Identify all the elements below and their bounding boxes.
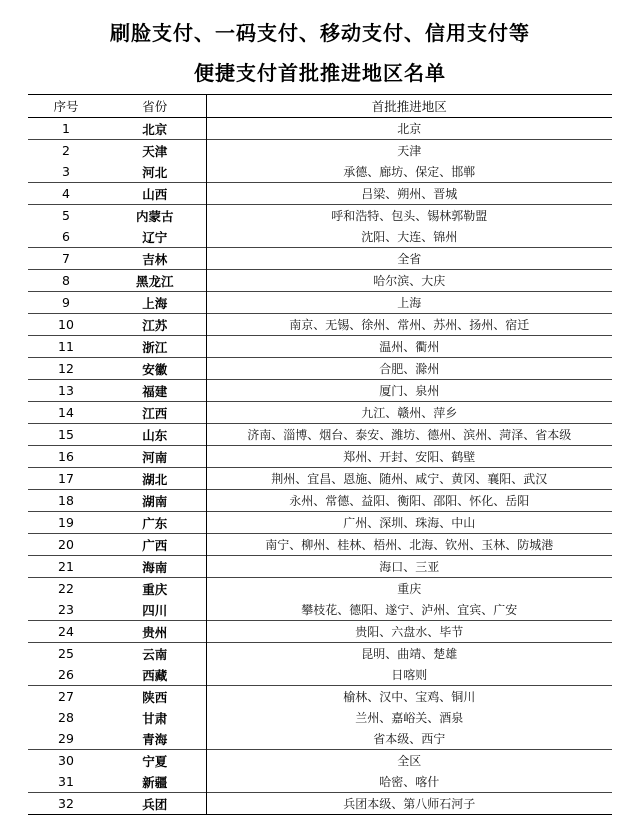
cell-number: 29 xyxy=(58,731,74,746)
cell-number: 24 xyxy=(28,621,104,643)
cell-regions: 南宁、柳州、桂林、梧州、北海、钦州、玉林、防城港 xyxy=(206,534,612,556)
table-row xyxy=(28,490,612,512)
cell-number: 10 xyxy=(28,314,104,336)
cell-number: 5 xyxy=(28,205,104,227)
cell-number: 18 xyxy=(28,490,104,512)
cell-number: 15 xyxy=(28,424,104,446)
cell-province: 西藏 xyxy=(142,667,168,683)
cell-province: 青海 xyxy=(142,731,168,747)
cell-province: 重庆 xyxy=(104,578,206,600)
document-title: 刷脸支付、一码支付、移动支付、信用支付等 xyxy=(110,21,530,45)
cell-number: 11 xyxy=(28,336,104,358)
cell-number: 1 xyxy=(62,121,70,136)
cell-number: 3 xyxy=(62,164,70,179)
table-row xyxy=(28,686,612,708)
cell-regions: 昆明、曲靖、楚雄 xyxy=(206,643,612,665)
table-row xyxy=(28,707,612,728)
cell-number: 2 xyxy=(28,140,104,162)
table-row xyxy=(28,446,612,468)
cell-province: 江苏 xyxy=(104,314,206,336)
cell-regions: 荆州、宜昌、恩施、随州、咸宁、黄冈、襄阳、武汉 xyxy=(206,468,612,490)
cell-regions: 天津 xyxy=(206,140,612,162)
header-no: 序号 xyxy=(28,95,104,118)
table-row xyxy=(28,205,612,227)
cell-province: 上海 xyxy=(104,292,206,314)
cell-number: 17 xyxy=(28,468,104,490)
cell-province: 辽宁 xyxy=(142,229,168,245)
cell-regions: 沈阳、大连、锦州 xyxy=(206,226,612,248)
cell-province: 甘肃 xyxy=(142,710,168,726)
table-row xyxy=(28,248,612,270)
table-row xyxy=(28,468,612,490)
cell-regions: 全省 xyxy=(206,248,612,270)
cell-number: 28 xyxy=(58,710,74,725)
cell-province: 黑龙江 xyxy=(104,270,206,292)
cell-province: 福建 xyxy=(104,380,206,402)
cell-province: 云南 xyxy=(104,643,206,665)
header-regions: 首批推进地区 xyxy=(206,95,612,118)
cell-regions: 温州、衢州 xyxy=(206,336,612,358)
cell-number: 32 xyxy=(28,793,104,815)
cell-regions: 郑州、开封、安阳、鹤壁 xyxy=(206,446,612,468)
cell-regions: 北京 xyxy=(206,118,612,140)
cell-province: 四川 xyxy=(142,602,168,618)
cell-regions: 哈密、喀什 xyxy=(206,771,612,793)
cell-province: 陕西 xyxy=(104,686,206,708)
cell-number: 22 xyxy=(28,578,104,600)
cell-province: 北京 xyxy=(142,121,168,137)
cell-number: 23 xyxy=(58,602,74,617)
cell-province: 浙江 xyxy=(104,336,206,358)
cell-regions: 全区 xyxy=(206,750,612,772)
table-row xyxy=(28,643,612,665)
cell-number: 16 xyxy=(28,446,104,468)
table-body xyxy=(28,118,612,815)
regions-table xyxy=(28,94,612,815)
table-row xyxy=(28,750,612,772)
cell-number: 13 xyxy=(28,380,104,402)
table-row xyxy=(28,556,612,578)
table-header-row xyxy=(28,95,612,118)
cell-number: 19 xyxy=(28,512,104,534)
cell-regions: 承德、廊坊、保定、邯郸 xyxy=(206,161,612,183)
cell-regions: 日喀则 xyxy=(206,664,612,686)
cell-province: 广东 xyxy=(104,512,206,534)
table-row xyxy=(28,161,612,183)
cell-regions: 吕梁、朔州、晋城 xyxy=(206,183,612,205)
document-subtitle: 便捷支付首批推进地区名单 xyxy=(194,61,446,85)
table-row xyxy=(28,336,612,358)
cell-number: 20 xyxy=(28,534,104,556)
cell-province: 安徽 xyxy=(104,358,206,380)
table-row xyxy=(28,402,612,424)
cell-province: 江西 xyxy=(104,402,206,424)
table-row xyxy=(28,599,612,621)
table-row xyxy=(28,771,612,793)
cell-number: 26 xyxy=(58,667,74,682)
table-row xyxy=(28,621,612,643)
cell-number: 12 xyxy=(28,358,104,380)
cell-province: 吉林 xyxy=(104,248,206,270)
table-row xyxy=(28,140,612,162)
cell-province: 宁夏 xyxy=(104,750,206,772)
table-row xyxy=(28,358,612,380)
cell-province: 山西 xyxy=(104,183,206,205)
cell-regions: 厦门、泉州 xyxy=(206,380,612,402)
cell-regions: 上海 xyxy=(206,292,612,314)
table-row xyxy=(28,292,612,314)
cell-regions: 济南、淄博、烟台、泰安、潍坊、德州、滨州、菏泽、省本级 xyxy=(206,424,612,446)
cell-number: 31 xyxy=(58,774,74,789)
cell-regions: 攀枝花、德阳、遂宁、泸州、宜宾、广安 xyxy=(206,599,612,621)
cell-number: 21 xyxy=(28,556,104,578)
cell-province: 内蒙古 xyxy=(104,205,206,227)
cell-province: 新疆 xyxy=(142,774,168,790)
cell-province: 广西 xyxy=(104,534,206,556)
cell-regions: 兵团本级、第八师石河子 xyxy=(206,793,612,815)
table-row xyxy=(28,183,612,205)
cell-regions: 广州、深圳、珠海、中山 xyxy=(206,512,612,534)
cell-number: 8 xyxy=(28,270,104,292)
cell-province: 河南 xyxy=(104,446,206,468)
table-row xyxy=(28,534,612,556)
cell-regions: 榆林、汉中、宝鸡、铜川 xyxy=(206,686,612,708)
cell-regions: 呼和浩特、包头、锡林郭勒盟 xyxy=(206,205,612,227)
cell-regions: 九江、赣州、萍乡 xyxy=(206,402,612,424)
cell-province: 海南 xyxy=(104,556,206,578)
table-row xyxy=(28,793,612,815)
cell-regions: 哈尔滨、大庆 xyxy=(206,270,612,292)
cell-province: 湖北 xyxy=(104,468,206,490)
cell-province: 湖南 xyxy=(104,490,206,512)
cell-number: 9 xyxy=(28,292,104,314)
cell-number: 25 xyxy=(28,643,104,665)
cell-number: 14 xyxy=(28,402,104,424)
cell-province: 贵州 xyxy=(104,621,206,643)
cell-number: 30 xyxy=(28,750,104,772)
cell-province: 兵团 xyxy=(104,793,206,815)
cell-province: 河北 xyxy=(142,164,168,180)
table-row xyxy=(28,424,612,446)
header-province: 省份 xyxy=(104,95,206,118)
cell-number: 4 xyxy=(28,183,104,205)
cell-regions: 海口、三亚 xyxy=(206,556,612,578)
cell-number: 7 xyxy=(28,248,104,270)
cell-regions: 贵阳、六盘水、毕节 xyxy=(206,621,612,643)
table-row xyxy=(28,314,612,336)
table-row xyxy=(28,118,612,140)
table-row xyxy=(28,380,612,402)
table-row xyxy=(28,664,612,686)
table-row xyxy=(28,578,612,600)
cell-regions: 永州、常德、益阳、衡阳、邵阳、怀化、岳阳 xyxy=(206,490,612,512)
table-row xyxy=(28,728,612,750)
cell-province: 天津 xyxy=(104,140,206,162)
cell-regions: 省本级、西宁 xyxy=(206,728,612,750)
cell-number: 6 xyxy=(62,229,70,244)
cell-regions: 兰州、嘉峪关、酒泉 xyxy=(206,707,612,728)
cell-regions: 重庆 xyxy=(206,578,612,600)
table-row xyxy=(28,512,612,534)
table-row xyxy=(28,270,612,292)
cell-province: 山东 xyxy=(104,424,206,446)
cell-number: 27 xyxy=(28,686,104,708)
cell-regions: 合肥、滁州 xyxy=(206,358,612,380)
table-row xyxy=(28,226,612,248)
cell-regions: 南京、无锡、徐州、常州、苏州、扬州、宿迁 xyxy=(206,314,612,336)
